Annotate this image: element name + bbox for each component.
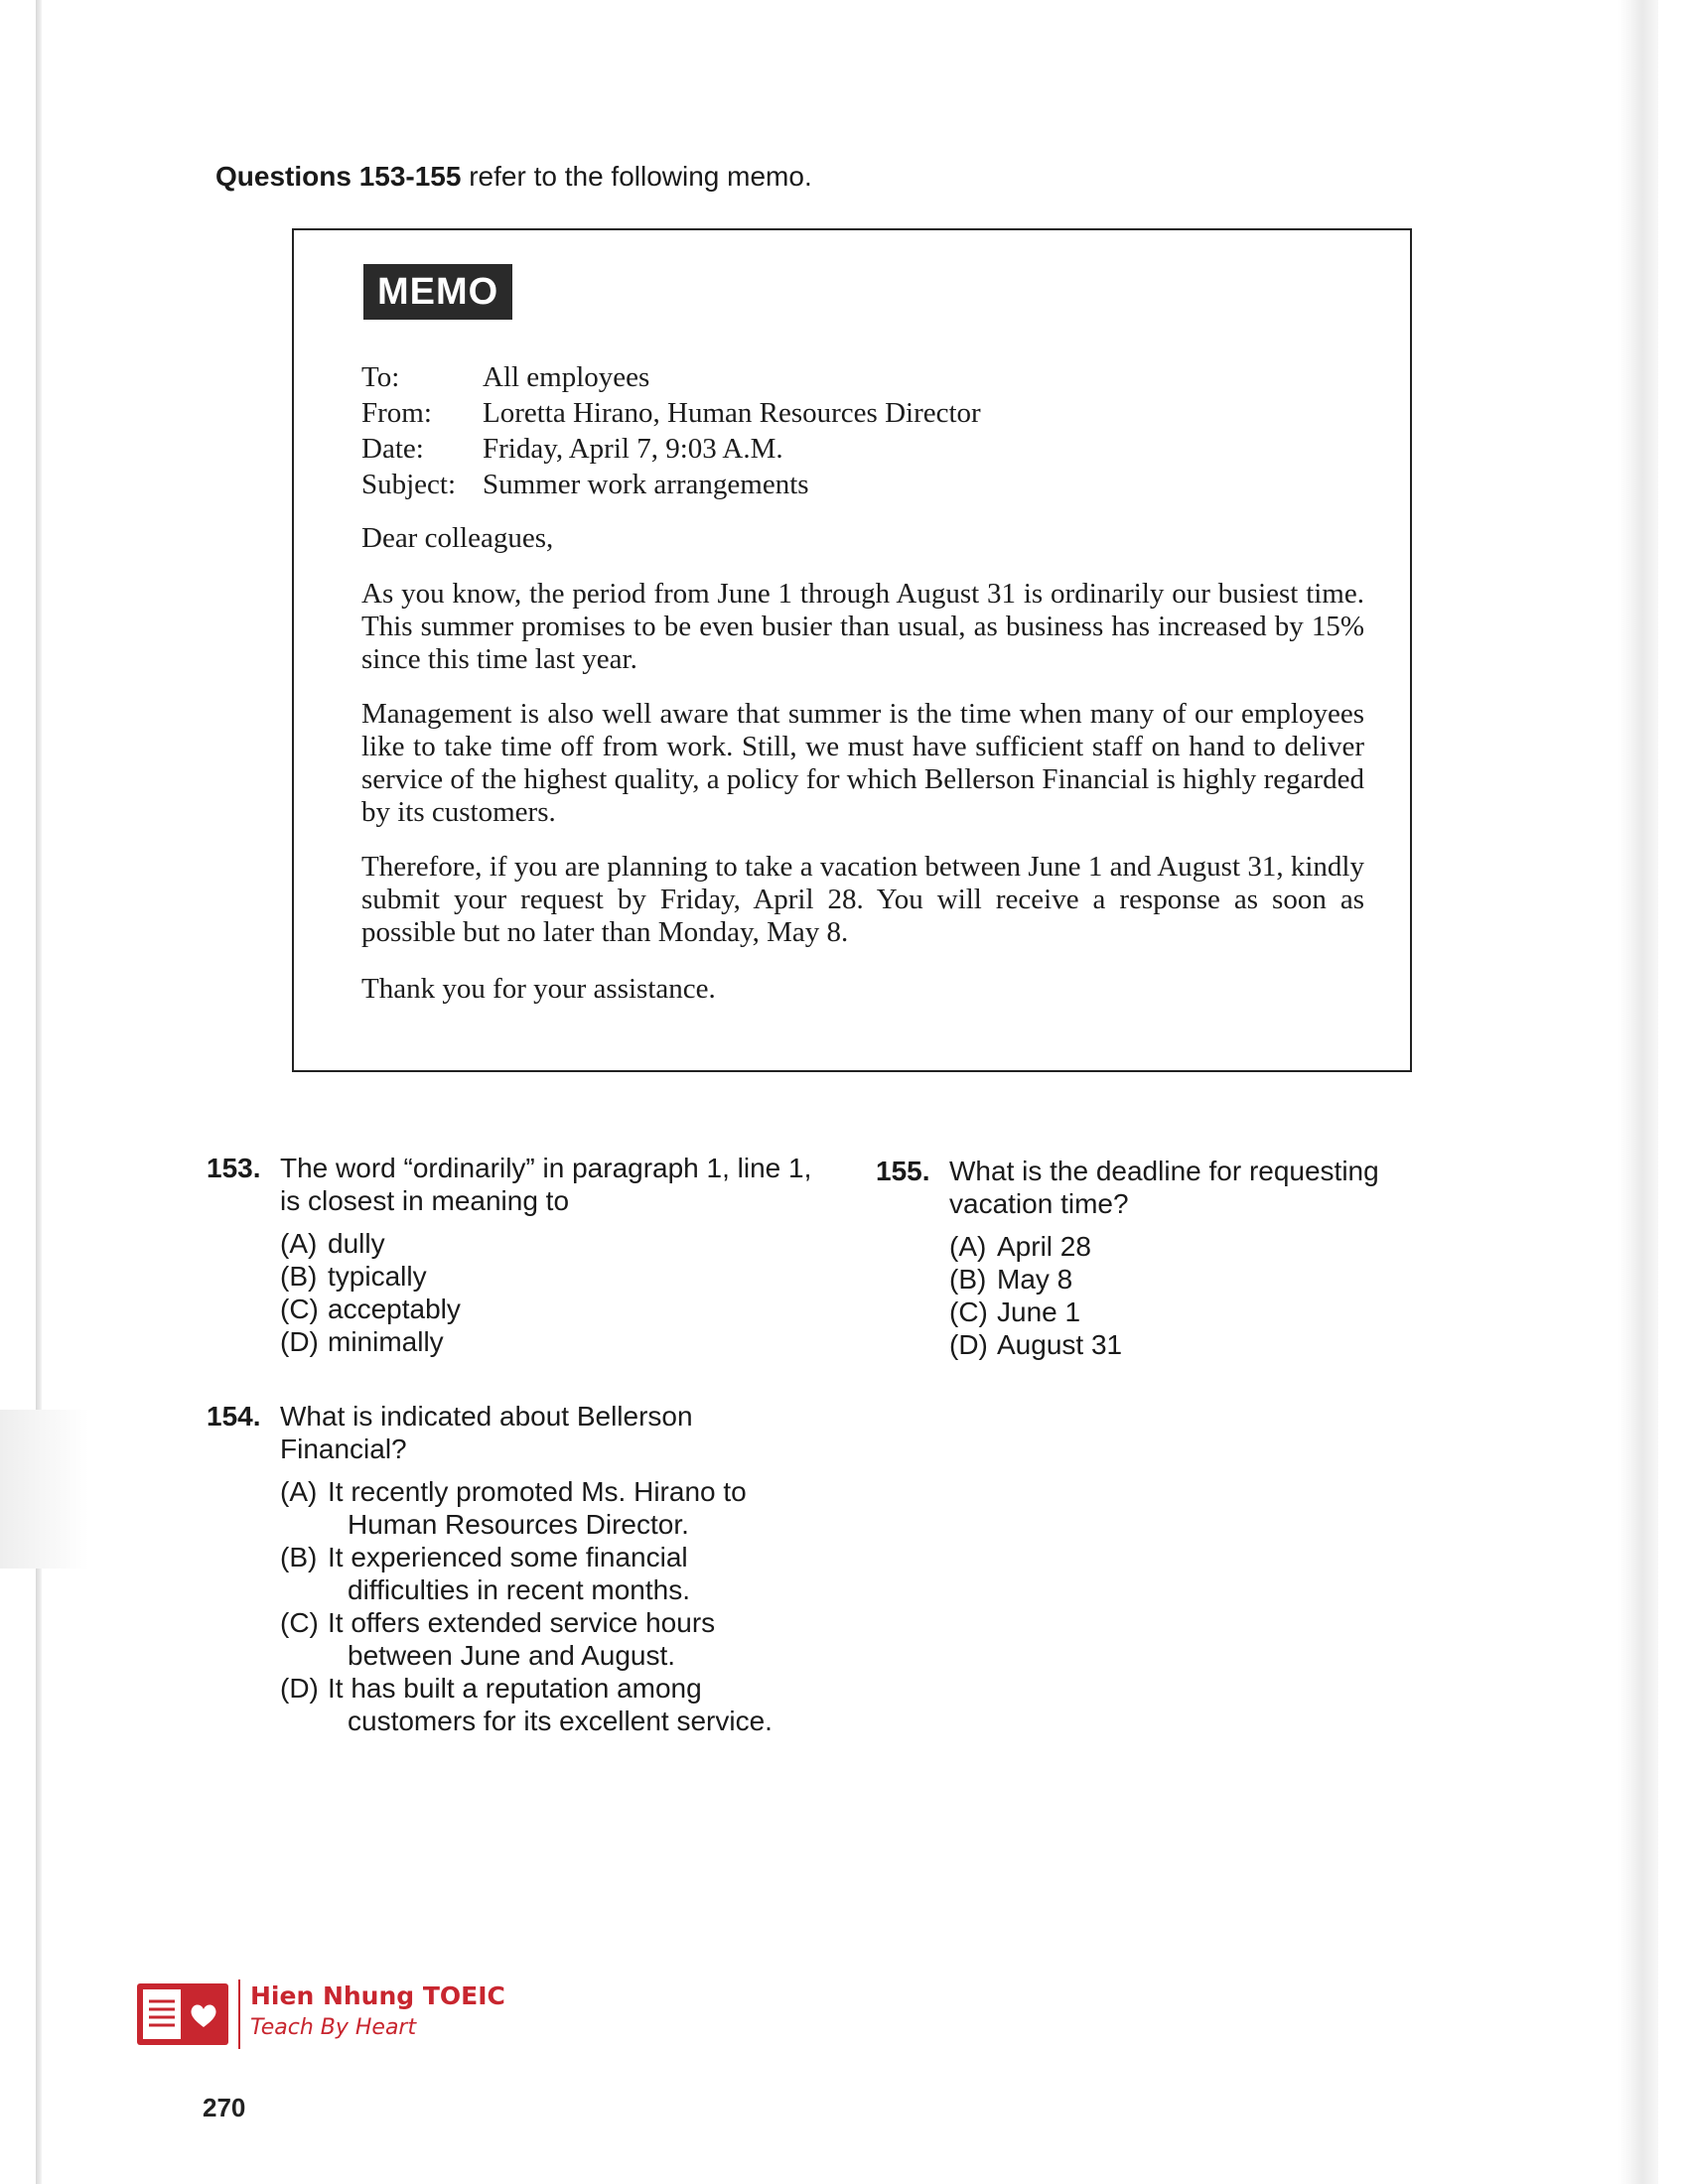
memo-closing: Thank you for your assistance. (361, 973, 716, 1005)
option-b[interactable] (280, 1260, 832, 1293)
question-number: 153. (207, 1153, 261, 1183)
option-text-continued: difficulties in recent months. (348, 1574, 690, 1605)
logo-divider (238, 1979, 240, 2049)
scan-edge-right (1618, 0, 1658, 2184)
option-letter: (C) (949, 1297, 988, 1327)
option-text: June 1 (997, 1297, 1081, 1327)
memo-header-subject (361, 467, 1364, 502)
option-a[interactable] (949, 1230, 1412, 1263)
option-letter: (D) (949, 1329, 988, 1360)
option-d[interactable] (280, 1325, 832, 1358)
option-letter: (B) (280, 1261, 318, 1292)
option-text: minimally (328, 1326, 444, 1357)
option-text: dully (328, 1228, 385, 1259)
option-text: acceptably (328, 1294, 461, 1324)
option-letter: (C) (280, 1607, 319, 1638)
questions-range: Questions 153-155 (215, 161, 462, 192)
option-text: It experienced some financial (328, 1542, 688, 1572)
options-list (280, 1227, 832, 1358)
memo-body (361, 359, 1364, 1007)
option-text: It offers extended service hours (328, 1607, 716, 1638)
option-b[interactable] (280, 1541, 842, 1606)
memo-paragraph-2: Management is also well aware that summer is the time when many of our employees like to take time off from work. Still, we must have sufficient staff on hand to deliver service of the highest quality, a policy for which Bellerson Financial is highly regarded by its customers. (361, 698, 1364, 828)
option-letter: (D) (280, 1673, 319, 1704)
question-153 (207, 1152, 832, 1358)
option-text: It recently promoted Ms. Hirano to (328, 1476, 747, 1507)
questions-intro (215, 159, 812, 195)
option-letter: (A) (280, 1228, 318, 1259)
memo-salutation: Dear colleagues, (361, 522, 554, 554)
header-value: Friday, April 7, 9:03 A.M. (483, 433, 783, 465)
option-c[interactable] (280, 1293, 832, 1325)
option-d[interactable] (280, 1672, 842, 1737)
header-value: Loretta Hirano, Human Resources Director (483, 397, 981, 429)
scan-shadow (0, 1410, 89, 1569)
option-c[interactable] (280, 1606, 842, 1672)
options-list (280, 1475, 842, 1737)
option-a[interactable] (280, 1227, 832, 1260)
option-d[interactable] (949, 1328, 1412, 1361)
header-key: Date: (361, 433, 424, 465)
memo-header-date (361, 431, 1364, 467)
option-c[interactable] (949, 1296, 1412, 1328)
option-b[interactable] (949, 1263, 1412, 1296)
option-text: May 8 (997, 1264, 1073, 1295)
header-key: Subject: (361, 469, 457, 500)
option-text-continued: customers for its excellent service. (348, 1706, 773, 1736)
memo-box (292, 228, 1412, 1072)
option-letter: (B) (949, 1264, 987, 1295)
option-letter: (A) (949, 1231, 987, 1262)
brand-logo (135, 1976, 552, 2055)
memo-header-from (361, 395, 1364, 431)
memo-label: MEMO (363, 264, 512, 320)
intro-text: refer to the following memo. (461, 161, 812, 192)
question-text: The word “ordinarily” in paragraph 1, line 1, is closest in meaning to (280, 1153, 812, 1216)
memo-header-to (361, 359, 1364, 395)
question-text: What is indicated about Bellerson Financial? (280, 1401, 693, 1464)
option-a[interactable] (280, 1475, 842, 1541)
header-value: All employees (483, 361, 650, 393)
question-number: 155. (876, 1156, 930, 1186)
options-list (949, 1230, 1412, 1361)
option-text: August 31 (997, 1329, 1123, 1360)
memo-paragraph-3: Therefore, if you are planning to take a vacation between June 1 and August 31, kindly submit your request by Friday, April 28. You will receive a response as soon as possible but no later than Monday, May 8. (361, 851, 1364, 948)
page-number: 270 (203, 2093, 246, 2122)
header-key: To: (361, 361, 400, 393)
option-letter: (D) (280, 1326, 319, 1357)
option-letter: (A) (280, 1476, 318, 1507)
option-text: It has built a reputation among (328, 1673, 702, 1704)
book-heart-icon (135, 1979, 230, 2051)
scan-edge-left (36, 0, 42, 2184)
option-text: April 28 (997, 1231, 1091, 1262)
question-number: 154. (207, 1401, 261, 1432)
header-value: Summer work arrangements (483, 469, 809, 500)
option-text: typically (328, 1261, 427, 1292)
option-text-continued: between June and August. (348, 1640, 676, 1671)
option-letter: (C) (280, 1294, 319, 1324)
logo-tagline: Teach By Heart (250, 2015, 417, 2040)
option-letter: (B) (280, 1542, 318, 1572)
logo-name: Hien Nhung TOEIC (250, 1981, 505, 2010)
option-text-continued: Human Resources Director. (348, 1509, 689, 1540)
memo-paragraph-1: As you know, the period from June 1 through August 31 is ordinarily our busiest time. This summer promises to be even busier than usual, as business has increased by 15% since this time last year. (361, 578, 1364, 675)
question-text: What is the deadline for requesting vacation time? (949, 1156, 1379, 1219)
header-key: From: (361, 397, 432, 429)
question-154 (207, 1400, 842, 1737)
question-155 (876, 1155, 1412, 1361)
